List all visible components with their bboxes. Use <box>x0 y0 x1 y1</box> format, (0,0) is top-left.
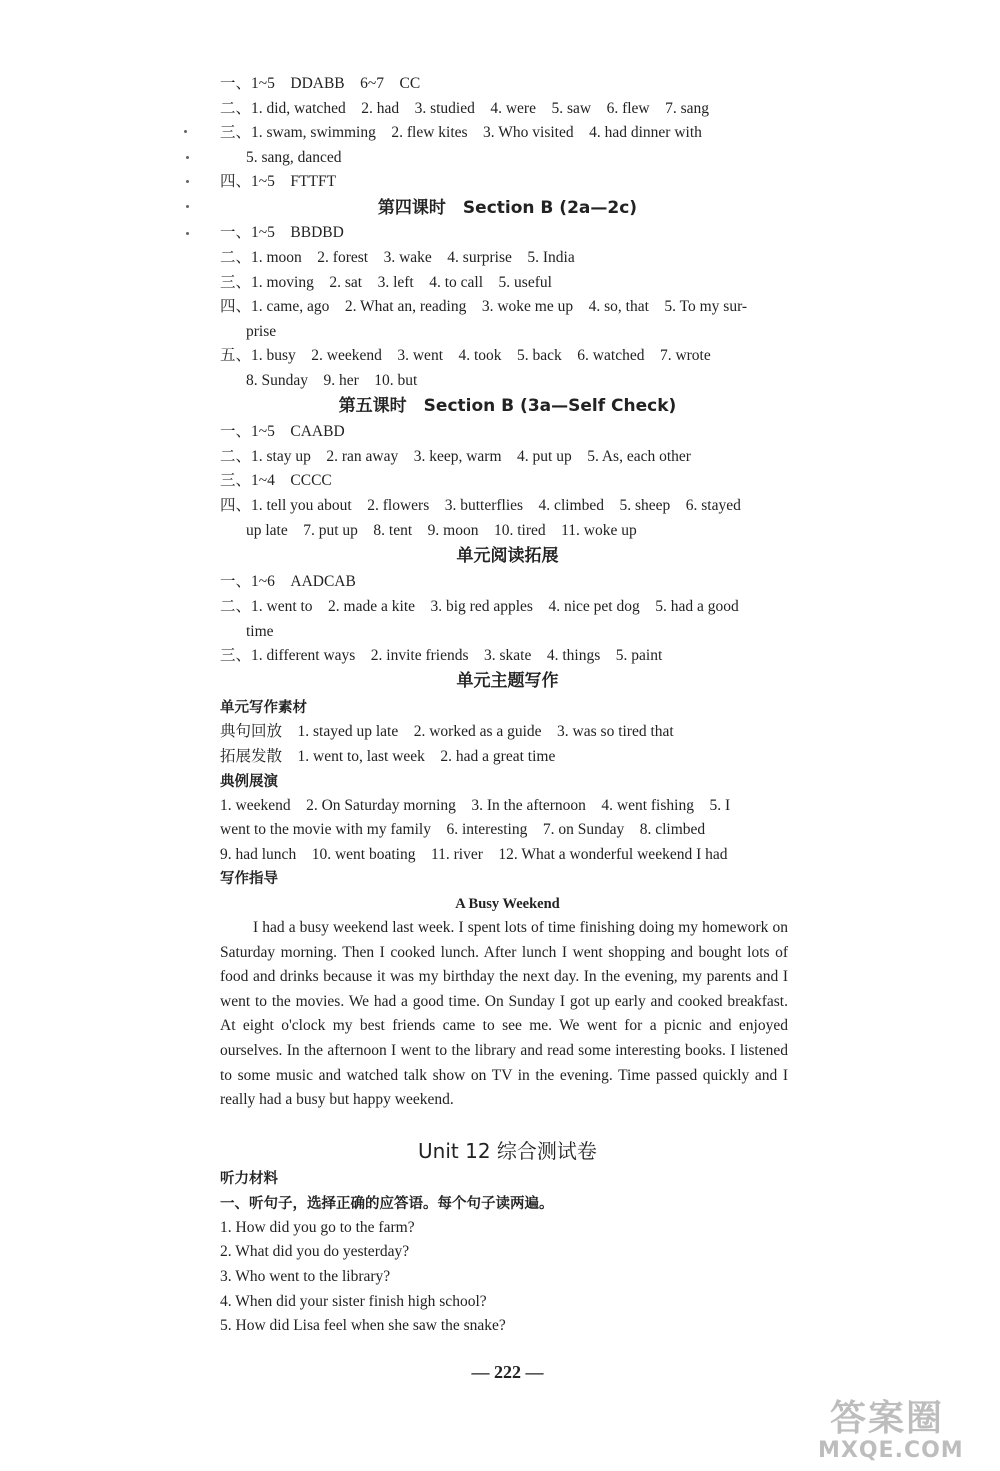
watermark-url: MXQE.COM <box>818 1438 964 1463</box>
subsection-label: 听力材料 <box>220 1171 278 1187</box>
question-line: 4. When did your sister finish high school? <box>220 1293 487 1310</box>
answer-line: 1. weekend 2. On Saturday morning 3. In the afternoon 4. went fishing 5. I <box>220 797 731 814</box>
margin-mark <box>186 232 189 235</box>
page-number: — 222 — <box>471 1362 544 1382</box>
answer-line: 二、1. moon 2. forest 3. wake 4. surprise 5. India <box>220 249 575 266</box>
question-line: 2. What did you do yesterday? <box>220 1243 410 1260</box>
answer-line: 一、1~6 AADCAB <box>220 573 356 590</box>
answer-line: up late 7. put up 8. tent 9. moon 10. tired 11. woke up <box>246 522 637 539</box>
answer-line: 二、1. did, watched 2. had 3. studied 4. were 5. saw 6. flew 7. sang <box>220 100 710 117</box>
answer-line: 一、1~5 BBDBD <box>220 224 344 241</box>
answer-line: 一、1~5 CAABD <box>220 423 345 440</box>
answer-line: 5. sang, danced <box>246 149 342 166</box>
question-line: 1. How did you go to the farm? <box>220 1219 415 1236</box>
answer-line: 四、1. tell you about 2. flowers 3. butterflies 4. climbed 5. sheep 6. stayed <box>220 497 741 514</box>
answer-line: 一、1~5 DDABB 6~7 CC <box>220 75 421 92</box>
margin-mark <box>186 156 189 159</box>
answer-line: 典句回放 1. stayed up late 2. worked as a guide 3. was so tired that <box>220 723 674 740</box>
unit-title: Unit 12 综合测试卷 <box>418 1139 597 1163</box>
answer-line: 三、1. moving 2. sat 3. left 4. to call 5. useful <box>220 274 552 291</box>
listening-instruction: 一、听句子，选择正确的应答语。每个句子读两遍。 <box>220 1196 554 1212</box>
answer-line: went to the movie with my family 6. interesting 7. on Sunday 8. climbed <box>220 821 706 838</box>
answer-line: 四、1. came, ago 2. What an, reading 3. woke me up 4. so, that 5. To my sur- <box>220 298 748 315</box>
answer-line: 三、1~4 CCCC <box>220 472 332 489</box>
section-heading: 单元阅读拓展 <box>456 546 559 566</box>
essay-title: A Busy Weekend <box>455 896 560 912</box>
margin-mark <box>186 180 189 183</box>
essay-body: I had a busy weekend last week. I spent lots of time finishing doing my homework on Saturday morning. Then I cooked lunch. After lunch I went shopping and bought lots of food and drinks because it was my birthday the next day. In the evening, my parents and I went to the movies. We had a good time. On Sunday I got up early and cooked breakfast. At eight o'clock my best friends came to see me. We went for a picnic and enjoyed ourselves. In the afternoon I went to the library and read some interesting books. I listened to some music and watched talk show on TV in the evening. Time passed quickly and I really had a busy but happy weekend. <box>220 919 788 1109</box>
margin-mark <box>186 205 189 208</box>
answer-line: 拓展发散 1. went to, last week 2. had a great time <box>220 748 556 765</box>
question-line: 3. Who went to the library? <box>220 1268 391 1285</box>
subsection-label: 典例展演 <box>220 774 278 790</box>
answer-line: 五、1. busy 2. weekend 3. went 4. took 5. back 6. watched 7. wrote <box>220 347 711 364</box>
section-heading: 第五课时 Section B (3a—Self Check) <box>338 396 677 416</box>
answer-line: 三、1. swam, swimming 2. flew kites 3. Who visited 4. had dinner with <box>220 124 702 141</box>
answer-line: 8. Sunday 9. her 10. but <box>246 372 418 389</box>
margin-mark <box>184 130 187 133</box>
watermark-logo: 答案圈 <box>830 1398 945 1439</box>
answer-line: 9. had lunch 10. went boating 11. river 12. What a wonderful weekend I had <box>220 846 728 863</box>
section-heading: 第四课时 Section B (2a—2c) <box>377 198 638 218</box>
answer-line: 三、1. different ways 2. invite friends 3. skate 4. things 5. paint <box>220 647 663 664</box>
answer-line: 四、1~5 FTTFT <box>220 173 337 190</box>
answer-line: 二、1. stay up 2. ran away 3. keep, warm 4. put up 5. As, each other <box>220 448 691 465</box>
answer-line: prise <box>246 323 277 340</box>
answer-line: time <box>246 623 274 640</box>
subsection-label: 写作指导 <box>220 871 278 887</box>
answer-line: 二、1. went to 2. made a kite 3. big red apples 4. nice pet dog 5. had a good <box>220 598 739 615</box>
question-line: 5. How did Lisa feel when she saw the snake? <box>220 1317 506 1334</box>
subsection-label: 单元写作素材 <box>220 700 307 716</box>
watermark <box>810 1390 990 1465</box>
section-heading: 单元主题写作 <box>456 671 559 691</box>
